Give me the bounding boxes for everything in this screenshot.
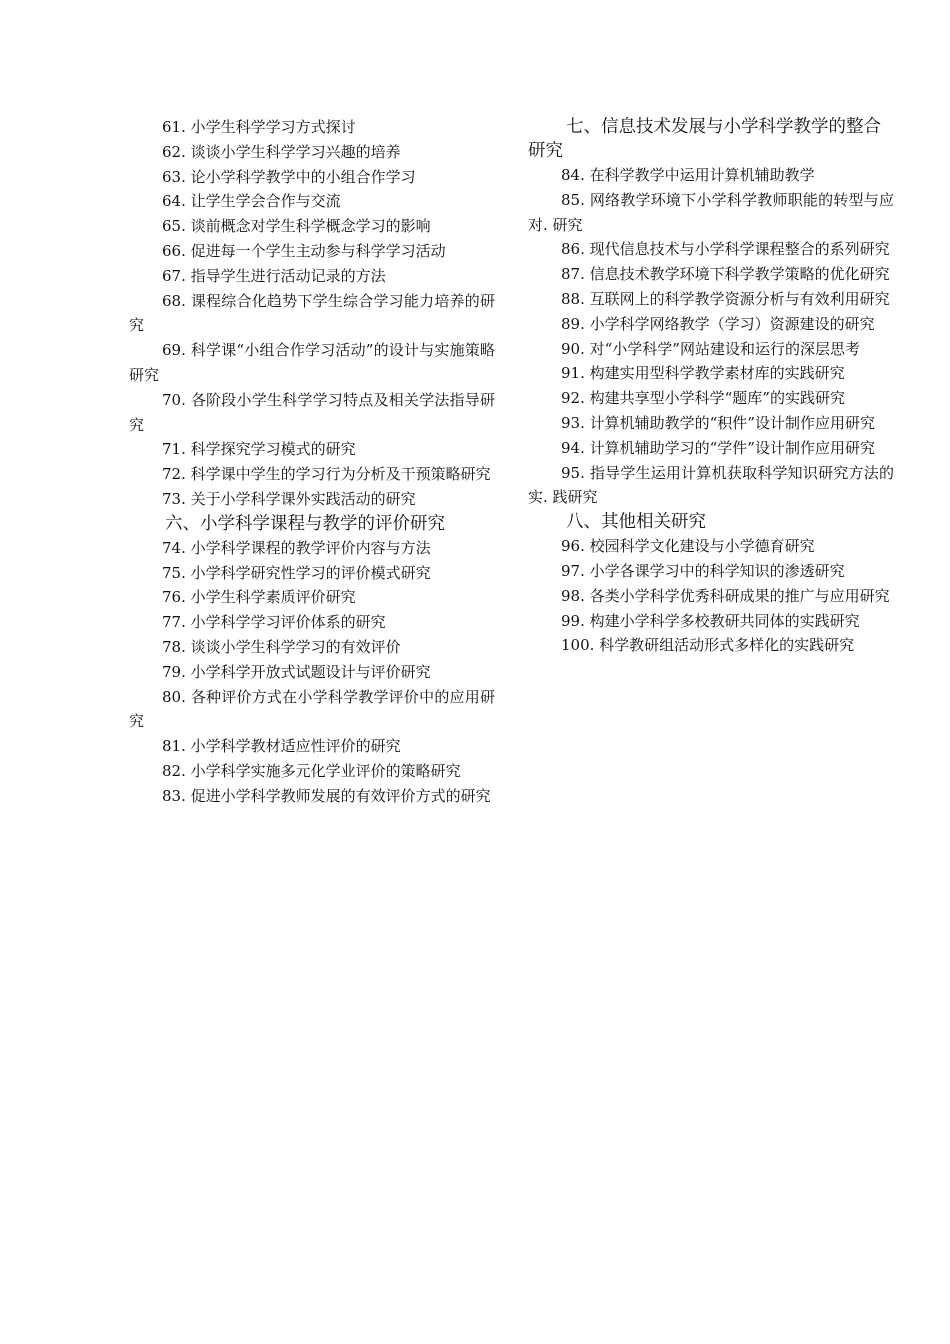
list-item: 66. 促进每一个学生主动参与科学学习活动	[162, 241, 446, 260]
list-item: 88. 互联网上的科学教学资源分析与有效利用研究	[561, 289, 890, 308]
list-item: 65. 谈前概念对学生科学概念学习的影响	[162, 217, 431, 236]
list-item: 73. 关于小学科学课外实践活动的研究	[162, 489, 416, 508]
list-item: 100. 科学教研组活动形式多样化的实践研究	[561, 636, 855, 655]
list-item: 70. 各阶段小学生科学学习特点及相关学法指导研究	[129, 390, 495, 434]
list-item: 83. 促进小学科学教师发展的有效评价方式的研究	[162, 786, 491, 805]
list-item: 91. 构建实用型科学教学素材库的实践研究	[561, 364, 845, 383]
list-item: 68. 课程综合化趋势下学生综合学习能力培养的研究	[129, 291, 495, 335]
list-item: 97. 小学各课学习中的科学知识的渗透研究	[561, 561, 845, 580]
list-item: 93. 计算机辅助教学的“积件”设计制作应用研究	[561, 413, 875, 432]
list-item: 98. 各类小学科学优秀科研成果的推广与应用研究	[561, 586, 890, 605]
section-heading-8: 八、其他相关研究	[566, 512, 706, 533]
left-column	[129, 115, 495, 809]
list-item: 76. 小学生科学素质评价研究	[162, 588, 356, 607]
list-item: 84. 在科学教学中运用计算机辅助教学	[561, 166, 815, 184]
list-item: 64. 让学生学会合作与交流	[162, 192, 341, 211]
list-item: 92. 构建共享型小学科学“题库”的实践研究	[561, 389, 845, 408]
list-item: 82. 小学科学实施多元化学业评价的策略研究	[162, 761, 461, 780]
list-item: 89. 小学科学网络教学（学习）资源建设的研究	[561, 314, 875, 333]
list-item: 79. 小学科学开放式试题设计与评价研究	[162, 662, 431, 681]
list-item: 99. 构建小学科学多校教研共同体的实践研究	[561, 611, 860, 630]
list-item: 85. 网络教学环境下小学科学教师职能的转型与应对. 研究	[528, 190, 894, 234]
list-item: 95. 指导学生运用计算机获取科学知识研究方法的实. 践研究	[528, 463, 894, 507]
list-item: 72. 科学课中学生的学习行为分析及干预策略研究	[162, 465, 491, 484]
list-item: 87. 信息技术教学环境下科学教学策略的优化研究	[561, 265, 890, 284]
list-item: 75. 小学科学研究性学习的评价模式研究	[162, 563, 431, 582]
list-item: 94. 计算机辅助学习的“学件”设计制作应用研究	[561, 438, 875, 457]
list-item: 81. 小学科学教材适应性评价的研究	[162, 737, 401, 756]
list-item: 74. 小学科学课程的教学评价内容与方法	[162, 538, 431, 557]
list-item: 96. 校园科学文化建设与小学德育研究	[561, 537, 815, 556]
list-item: 69. 科学课“小组合作学习活动”的设计与实施策略研究	[129, 341, 495, 384]
list-item: 71. 科学探究学习模式的研究	[162, 440, 356, 459]
list-item: 80. 各种评价方式在小学科学教学评价中的应用研究	[129, 687, 495, 731]
list-item: 86. 现代信息技术与小学科学课程整合的系列研究	[561, 240, 890, 259]
list-item: 61. 小学生科学学习方式探讨	[162, 118, 356, 136]
list-item: 90. 对“小学科学”网站建设和运行的深层思考	[561, 339, 860, 358]
list-item: 63. 论小学科学教学中的小组合作学习	[162, 167, 416, 186]
list-item: 77. 小学科学学习评价体系的研究	[162, 613, 386, 632]
right-column	[528, 115, 894, 658]
list-item: 78. 谈谈小学生科学学习的有效评价	[162, 637, 401, 656]
list-item: 67. 指导学生进行活动记录的方法	[162, 266, 386, 285]
list-item: 62. 谈谈小学生科学学习兴趣的培养	[162, 142, 401, 161]
section-heading-6: 六、小学科学课程与教学的评价研究	[165, 513, 445, 534]
section-heading-7: 七、信息技术发展与小学科学教学的整合研究	[528, 117, 881, 161]
